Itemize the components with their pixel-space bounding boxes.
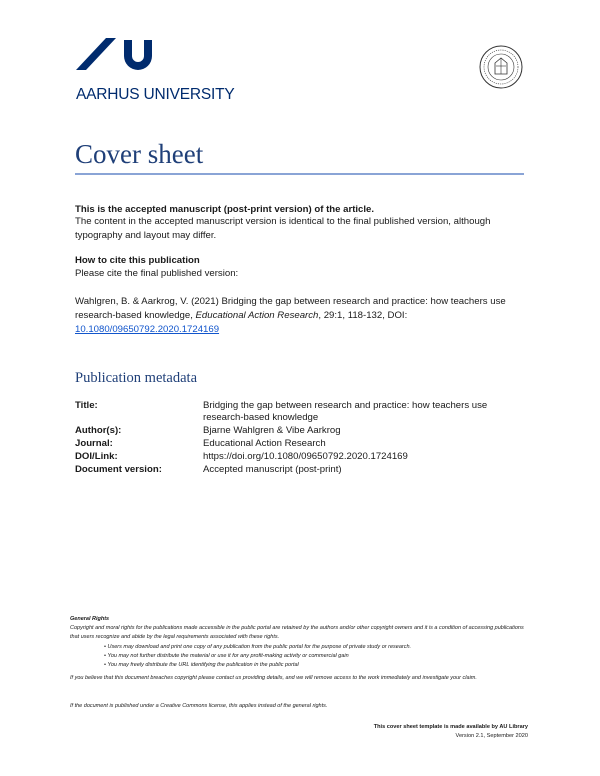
metadata-value: Bridging the gap between research and practice: how teachers use research-based knowledge	[203, 400, 488, 423]
list-item: • Users may download and print one copy of any publication from the public portal for the purpose of private study or research.	[104, 643, 534, 652]
metadata-label: Journal:	[75, 438, 113, 449]
rights-breach-text: If you believe that this document breaches copyright please contact us providing details, and we will remove access to the work immediately and investigate your claim.	[70, 675, 477, 681]
metadata-label: Document version:	[75, 464, 162, 475]
cite-heading: How to cite this publication	[75, 255, 200, 266]
metadata-label: Author(s):	[75, 425, 122, 436]
rights-list	[104, 643, 534, 670]
list-item: • You may not further distribute the material or use it for any profit-making activity or commercial gain	[104, 652, 534, 661]
metadata-label: Title:	[75, 400, 98, 411]
metadata-value: Bjarne Wahlgren & Vibe Aarkrog	[203, 425, 341, 436]
manuscript-description: The content in the accepted manuscript version is identical to the final published version, although typography and layout may differ.	[75, 216, 491, 241]
rights-text: Copyright and moral rights for the publications made accessible in the public portal are retained by the authors and/or other copyright owners and it is a condition of accessing publications that users recognize and abide by the legal requirements associated with these rights.	[70, 625, 524, 640]
citation-journal: Educational Action Research	[195, 310, 319, 321]
metadata-value: https://doi.org/10.1080/09650792.2020.1724169	[203, 451, 408, 462]
manuscript-notice: This is the accepted manuscript (post-print version) of the article.	[75, 204, 375, 215]
metadata-value: Accepted manuscript (post-print)	[203, 464, 342, 475]
page-title: Cover sheet	[75, 139, 204, 169]
template-credit: This cover sheet template is made available by AU Library	[373, 724, 528, 730]
title-divider	[75, 173, 524, 175]
rights-heading: General Rights	[70, 616, 110, 622]
metadata-value: Educational Action Research	[203, 438, 326, 449]
creative-commons-note: If the document is published under a Creative Commons license, this applies instead of the general rights.	[70, 703, 328, 709]
list-item: • You may freely distribute the URL identifying the publication in the public portal	[104, 661, 534, 670]
university-seal-icon	[478, 44, 524, 90]
citation-reference	[75, 295, 525, 337]
metadata-label: DOI/Link:	[75, 451, 118, 462]
template-version: Version 2.1, September 2020	[455, 733, 528, 739]
university-wordmark: AARHUS UNIVERSITY	[76, 86, 235, 103]
metadata-heading: Publication metadata	[75, 370, 198, 386]
citation-volume: , 29:1, 118-132, DOI:	[318, 310, 408, 321]
citation-text: Wahlgren, B. & Aarkrog, V. (2021) Bridging the gap between research and practice: how teachers use research-based knowledge,	[75, 296, 506, 321]
aarhus-university-logo-icon	[76, 36, 152, 76]
doi-link[interactable]: 10.1080/09650792.2020.1724169	[75, 324, 220, 335]
cite-instruction: Please cite the final published version:	[75, 268, 239, 279]
